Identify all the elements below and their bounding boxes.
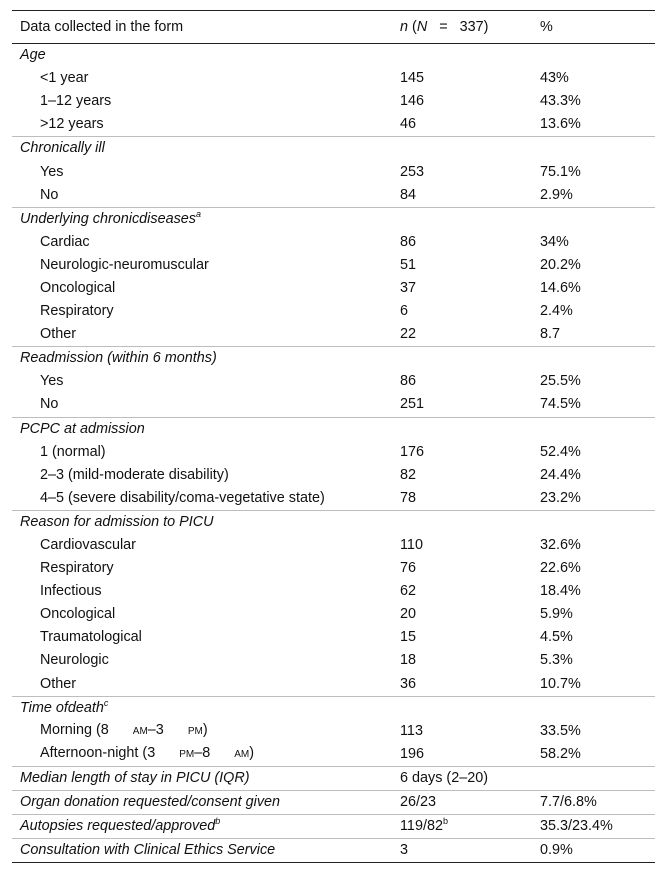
table-row	[12, 113, 655, 137]
row-pct: 43%	[540, 70, 569, 87]
data-table	[12, 10, 655, 863]
row-pct: 22.6%	[540, 560, 581, 577]
category-death-label: Time ofdeath	[20, 699, 104, 716]
header-total: 337)	[459, 18, 489, 35]
row-pct: 4.5%	[540, 629, 573, 646]
row-label-afternoon	[12, 743, 392, 767]
afternoon-pm: PM	[179, 749, 195, 761]
row-pct: 14.6%	[540, 279, 581, 296]
table-row	[12, 649, 655, 672]
row-label-ethics: Consultation with Clinical Ethics Service	[12, 839, 392, 863]
row-pct: 8.7	[540, 326, 561, 343]
row-pct: 58.2%	[540, 745, 581, 762]
category-row	[12, 510, 655, 534]
footnote-c: c	[103, 697, 109, 708]
row-label: 4–5 (severe disability/coma-vegetative state)	[40, 489, 325, 506]
table-row	[12, 487, 655, 511]
category-underlying-label: Underlying chronicdiseases	[20, 210, 196, 227]
afternoon-part-b: –8	[194, 745, 211, 762]
table-row	[12, 720, 655, 743]
footnote-a: a	[195, 208, 201, 219]
table-row	[12, 766, 655, 790]
row-pct: 20.2%	[540, 256, 581, 273]
row-label: Yes	[40, 373, 64, 390]
empty-cell	[532, 44, 655, 68]
row-n: 20	[400, 606, 417, 623]
category-chronic: Chronically ill	[12, 137, 392, 161]
row-pct: 7.7/6.8%	[532, 791, 655, 815]
row-n: 6 days (2–20)	[392, 766, 532, 790]
row-label: Cardiovascular	[40, 537, 136, 554]
morning-am: AM	[132, 726, 148, 738]
row-label: No	[40, 396, 59, 413]
header-equals: =	[439, 18, 448, 35]
row-pct: 74.5%	[540, 396, 581, 413]
row-n: 86	[400, 373, 417, 390]
row-n: 78	[400, 489, 417, 506]
row-pct: 43.3%	[540, 93, 581, 110]
table-row	[12, 557, 655, 580]
row-label: Oncological	[40, 606, 116, 623]
row-pct: 10.7%	[540, 675, 581, 692]
table-row	[12, 67, 655, 90]
row-label: Other	[40, 326, 76, 343]
table-row	[12, 603, 655, 626]
table-row	[12, 300, 655, 323]
row-label: Infectious	[40, 583, 102, 600]
morning-pm: PM	[187, 726, 203, 738]
table-row	[12, 464, 655, 487]
empty-cell	[532, 510, 655, 534]
table-body	[12, 44, 655, 863]
table-row	[12, 231, 655, 254]
table-row	[12, 441, 655, 464]
row-n: 86	[400, 233, 417, 250]
row-n: 36	[400, 675, 417, 692]
header-N-symbol: N	[416, 18, 428, 35]
empty-cell	[532, 137, 655, 161]
row-n: 253	[400, 163, 425, 180]
table-row	[12, 184, 655, 208]
row-n: 26/23	[392, 791, 532, 815]
row-n: 84	[400, 186, 417, 203]
row-n: 62	[400, 583, 417, 600]
footnote-b: b	[215, 816, 221, 827]
row-label-autopsy	[12, 815, 392, 839]
row-label: Respiratory	[40, 560, 114, 577]
row-n: 22	[400, 326, 417, 343]
empty-cell	[392, 347, 532, 371]
morning-part-b: –3	[147, 722, 164, 739]
row-label-median: Median length of stay in PICU (IQR)	[12, 766, 392, 790]
empty-cell	[532, 696, 655, 720]
table-row	[12, 626, 655, 649]
row-n: 251	[400, 396, 425, 413]
row-n: 113	[400, 722, 423, 739]
empty-cell	[532, 207, 655, 231]
category-row	[12, 137, 655, 161]
empty-cell	[392, 44, 532, 68]
empty-cell	[392, 510, 532, 534]
category-row	[12, 207, 655, 231]
row-pct: 2.9%	[540, 186, 573, 203]
category-readmission: Readmission (within 6 months)	[12, 347, 392, 371]
row-pct: 0.9%	[532, 839, 655, 863]
row-label: 2–3 (mild-moderate disability)	[40, 466, 229, 483]
table-row	[12, 743, 655, 767]
table-row	[12, 534, 655, 557]
category-row	[12, 347, 655, 371]
header-n-symbol: n	[400, 18, 409, 35]
header-n	[392, 11, 532, 44]
row-label-organ: Organ donation requested/consent given	[12, 791, 392, 815]
row-n: 6	[400, 303, 409, 320]
row-n: 76	[400, 560, 417, 577]
empty-cell	[392, 207, 532, 231]
table-row	[12, 815, 655, 839]
category-row	[12, 696, 655, 720]
row-pct: 18.4%	[540, 583, 581, 600]
header-data-collected: Data collected in the form	[20, 18, 184, 35]
table-row	[12, 839, 655, 863]
header-percent: %	[540, 18, 553, 35]
row-n: 18	[400, 652, 417, 669]
row-n: 37	[400, 279, 417, 296]
row-label: Traumatological	[40, 629, 142, 646]
row-pct: 13.6%	[540, 116, 581, 133]
row-label: Neurologic-neuromuscular	[40, 256, 209, 273]
row-label: Cardiac	[40, 233, 90, 250]
row-label: Respiratory	[40, 303, 114, 320]
empty-cell	[392, 137, 532, 161]
table-row	[12, 673, 655, 697]
table-row	[12, 393, 655, 417]
row-label: Neurologic	[40, 652, 109, 669]
header-n-open: (	[412, 18, 417, 35]
row-label-morning	[12, 720, 392, 743]
row-pct: 34%	[540, 233, 569, 250]
category-row	[12, 44, 655, 68]
table-header	[12, 11, 655, 44]
row-pct: 35.3/23.4%	[532, 815, 655, 839]
row-pct: 52.4%	[540, 443, 581, 460]
autopsy-n: 119/82	[400, 818, 443, 835]
row-n-autopsy	[392, 815, 532, 839]
row-n: 15	[400, 629, 417, 646]
row-label: <1 year	[40, 70, 89, 87]
row-n: 3	[392, 839, 532, 863]
row-n: 51	[400, 256, 417, 273]
row-n: 145	[400, 70, 425, 87]
row-label: Other	[40, 675, 76, 692]
category-row	[12, 417, 655, 441]
autopsy-label: Autopsies requested/approved	[20, 818, 216, 835]
row-pct: 5.9%	[540, 606, 573, 623]
row-n: 176	[400, 443, 425, 460]
row-n: 196	[400, 745, 425, 762]
row-n: 146	[400, 93, 425, 110]
table-row	[12, 370, 655, 393]
row-pct: 2.4%	[540, 303, 573, 320]
row-pct: 5.3%	[540, 652, 573, 669]
empty-cell	[532, 347, 655, 371]
afternoon-part-a: Afternoon-night (3	[40, 745, 156, 762]
row-pct: 25.5%	[540, 373, 581, 390]
category-reason: Reason for admission to PICU	[12, 510, 392, 534]
table-row	[12, 277, 655, 300]
row-pct: 75.1%	[540, 163, 581, 180]
row-pct: 32.6%	[540, 537, 581, 554]
table-row	[12, 580, 655, 603]
row-n: 46	[400, 116, 417, 133]
footnote-b-n: b	[442, 816, 448, 827]
table-row	[12, 254, 655, 277]
row-pct: 33.5%	[540, 722, 581, 739]
table-row	[12, 90, 655, 113]
row-pct	[532, 766, 655, 790]
category-age: Age	[20, 47, 46, 64]
row-label: 1–12 years	[40, 93, 112, 110]
table-row	[12, 160, 655, 183]
empty-cell	[392, 417, 532, 441]
table-row	[12, 791, 655, 815]
table-row	[12, 323, 655, 347]
category-death	[12, 696, 392, 720]
row-label: Yes	[40, 163, 64, 180]
empty-cell	[392, 696, 532, 720]
data-table-container	[12, 10, 655, 863]
afternoon-am: AM	[234, 749, 250, 761]
morning-part-a: Morning (8	[40, 722, 109, 739]
row-n: 110	[400, 537, 423, 554]
row-label: 1 (normal)	[40, 443, 106, 460]
row-pct: 23.2%	[540, 489, 581, 506]
category-underlying	[12, 207, 392, 231]
row-pct: 24.4%	[540, 466, 581, 483]
row-label: Oncological	[40, 279, 116, 296]
morning-part-c: )	[202, 722, 208, 739]
row-label: No	[40, 186, 59, 203]
category-pcpc: PCPC at admission	[12, 417, 392, 441]
afternoon-part-c: )	[249, 745, 255, 762]
row-label: >12 years	[40, 116, 104, 133]
row-n: 82	[400, 466, 417, 483]
empty-cell	[532, 417, 655, 441]
